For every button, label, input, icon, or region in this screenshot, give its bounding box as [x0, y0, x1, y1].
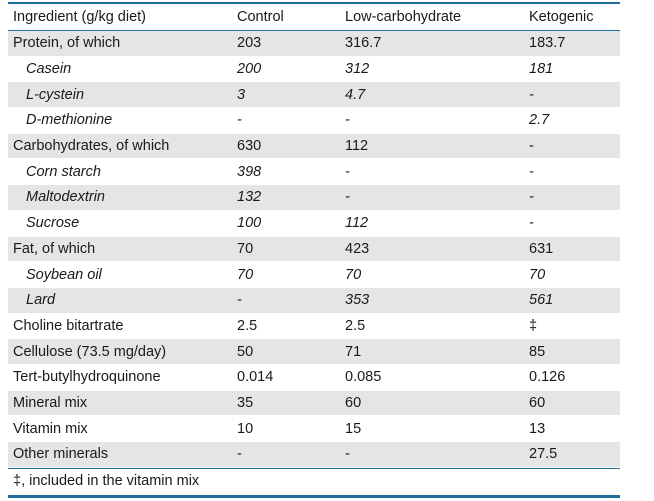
- cell-low-carbohydrate: 312: [340, 56, 524, 82]
- cell-ketogenic: 183.7: [524, 31, 620, 57]
- table-row: [8, 339, 620, 365]
- cell-ingredient: Fat, of which: [8, 236, 232, 262]
- diet-composition-table: [8, 4, 620, 468]
- cell-low-carbohydrate: 0.085: [340, 364, 524, 390]
- table-row: [8, 236, 620, 262]
- cell-ingredient: Protein, of which: [8, 31, 232, 57]
- cell-ingredient: Cellulose (73.5 mg/day): [8, 339, 232, 365]
- cell-control: 35: [232, 390, 340, 416]
- cell-control: 3: [232, 82, 340, 108]
- cell-low-carbohydrate: 70: [340, 262, 524, 288]
- cell-low-carbohydrate: -: [340, 159, 524, 185]
- cell-ingredient: Lard: [8, 287, 232, 313]
- cell-ketogenic: -: [524, 82, 620, 108]
- table-row: [8, 442, 620, 468]
- table-row: [8, 185, 620, 211]
- table-row: [8, 108, 620, 134]
- cell-low-carbohydrate: 15: [340, 416, 524, 442]
- cell-control: 100: [232, 210, 340, 236]
- cell-control: 200: [232, 56, 340, 82]
- table-row: [8, 82, 620, 108]
- cell-ketogenic: -: [524, 159, 620, 185]
- cell-low-carbohydrate: 112: [340, 210, 524, 236]
- table-row: [8, 31, 620, 57]
- cell-ketogenic: 181: [524, 56, 620, 82]
- table-row: [8, 364, 620, 390]
- header-row: [8, 4, 620, 31]
- cell-low-carbohydrate: -: [340, 185, 524, 211]
- table-row: [8, 287, 620, 313]
- header-control: Control: [232, 4, 340, 31]
- cell-control: 70: [232, 236, 340, 262]
- cell-ketogenic: -: [524, 185, 620, 211]
- cell-ketogenic: -: [524, 210, 620, 236]
- cell-low-carbohydrate: 4.7: [340, 82, 524, 108]
- cell-control: 70: [232, 262, 340, 288]
- cell-ketogenic: 561: [524, 287, 620, 313]
- cell-control: 2.5: [232, 313, 340, 339]
- cell-ketogenic: 13: [524, 416, 620, 442]
- cell-ingredient: Soybean oil: [8, 262, 232, 288]
- table-row: [8, 56, 620, 82]
- cell-ingredient: L-cystein: [8, 82, 232, 108]
- cell-control: 630: [232, 133, 340, 159]
- cell-low-carbohydrate: 71: [340, 339, 524, 365]
- cell-ketogenic: 70: [524, 262, 620, 288]
- bottom-rule: [8, 495, 620, 498]
- cell-low-carbohydrate: 112: [340, 133, 524, 159]
- cell-low-carbohydrate: 423: [340, 236, 524, 262]
- cell-control: -: [232, 108, 340, 134]
- table-row: [8, 390, 620, 416]
- diet-composition-table-container: [8, 2, 620, 498]
- cell-ketogenic: ‡: [524, 313, 620, 339]
- cell-control: 50: [232, 339, 340, 365]
- table-row: [8, 210, 620, 236]
- cell-ketogenic: 2.7: [524, 108, 620, 134]
- footnote: ‡, included in the vitamin mix: [8, 468, 620, 495]
- cell-control: 203: [232, 31, 340, 57]
- cell-low-carbohydrate: 353: [340, 287, 524, 313]
- cell-ingredient: Mineral mix: [8, 390, 232, 416]
- cell-ingredient: Casein: [8, 56, 232, 82]
- cell-control: 132: [232, 185, 340, 211]
- cell-low-carbohydrate: 60: [340, 390, 524, 416]
- cell-low-carbohydrate: 2.5: [340, 313, 524, 339]
- header-ketogenic: Ketogenic: [524, 4, 620, 31]
- cell-ingredient: Sucrose: [8, 210, 232, 236]
- cell-ingredient: D-methionine: [8, 108, 232, 134]
- cell-ketogenic: 631: [524, 236, 620, 262]
- table-row: [8, 133, 620, 159]
- cell-low-carbohydrate: 316.7: [340, 31, 524, 57]
- table-row: [8, 262, 620, 288]
- header-low-carbohydrate: Low-carbohydrate: [340, 4, 524, 31]
- cell-ketogenic: 0.126: [524, 364, 620, 390]
- header-ingredient: Ingredient (g/kg diet): [8, 4, 232, 31]
- cell-control: 398: [232, 159, 340, 185]
- cell-ingredient: Carbohydrates, of which: [8, 133, 232, 159]
- cell-ingredient: Corn starch: [8, 159, 232, 185]
- cell-low-carbohydrate: -: [340, 108, 524, 134]
- cell-ingredient: Other minerals: [8, 442, 232, 468]
- cell-ingredient: Maltodextrin: [8, 185, 232, 211]
- cell-ingredient: Tert-butylhydroquinone: [8, 364, 232, 390]
- cell-ingredient: Choline bitartrate: [8, 313, 232, 339]
- cell-control: 0.014: [232, 364, 340, 390]
- table-row: [8, 313, 620, 339]
- cell-control: -: [232, 287, 340, 313]
- cell-ketogenic: 60: [524, 390, 620, 416]
- cell-control: 10: [232, 416, 340, 442]
- table-row: [8, 159, 620, 185]
- cell-control: -: [232, 442, 340, 468]
- cell-ketogenic: 27.5: [524, 442, 620, 468]
- cell-ketogenic: 85: [524, 339, 620, 365]
- table-row: [8, 416, 620, 442]
- cell-low-carbohydrate: -: [340, 442, 524, 468]
- cell-ingredient: Vitamin mix: [8, 416, 232, 442]
- cell-ketogenic: -: [524, 133, 620, 159]
